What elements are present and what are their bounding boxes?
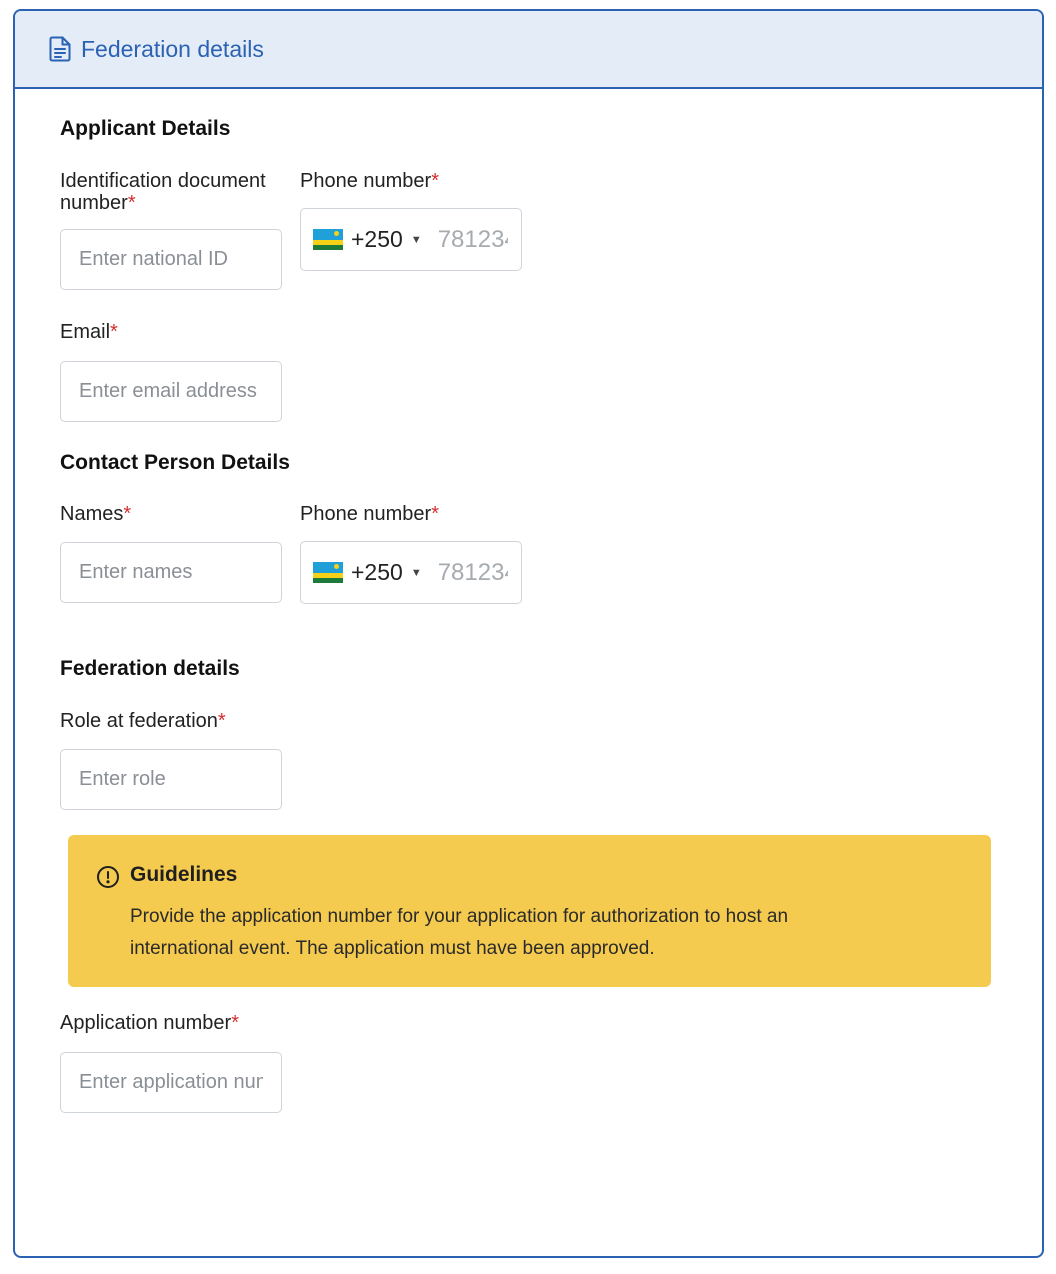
application-number-label-text: Application number (60, 1012, 232, 1034)
document-icon (49, 36, 71, 62)
id-number-label (60, 170, 285, 214)
country-code[interactable]: +250 (351, 226, 403, 252)
guidelines-alert (68, 835, 991, 987)
guidelines-title: Guidelines (130, 863, 238, 886)
national-id-input[interactable] (60, 229, 282, 290)
required-marker: * (123, 503, 132, 525)
federation-section-title: Federation details (60, 657, 240, 680)
card-title: Federation details (81, 35, 264, 62)
applicant-phone-input[interactable] (438, 226, 508, 254)
names-label-text: Names (60, 503, 124, 525)
required-marker: * (231, 1012, 240, 1034)
rwanda-flag-icon (313, 562, 343, 583)
names-label (60, 503, 131, 525)
required-marker: * (217, 710, 226, 732)
chevron-down-icon[interactable]: ▼ (410, 233, 422, 246)
contact-section-title: Contact Person Details (60, 451, 290, 474)
phone-label (300, 170, 439, 192)
contact-phone-input[interactable] (438, 559, 508, 587)
card-header (15, 11, 1042, 89)
application-number-label (60, 1012, 239, 1034)
guidelines-text: Provide the application number for your application for authorization to host an international event. The application must have been approved. (130, 906, 789, 959)
chevron-down-icon[interactable]: ▼ (410, 566, 422, 579)
rwanda-flag-icon (313, 229, 343, 250)
email-label-text: Email (60, 321, 111, 343)
contact-phone-label-text: Phone number (300, 503, 432, 525)
alert-circle-icon (96, 865, 120, 889)
names-input[interactable] (60, 542, 282, 603)
contact-phone-field (300, 541, 522, 604)
applicant-phone-field (300, 208, 522, 271)
applicant-section-title: Applicant Details (60, 117, 231, 140)
email-label (60, 321, 118, 343)
contact-phone-label (300, 503, 439, 525)
phone-label-text: Phone number (300, 170, 432, 192)
role-label (60, 710, 226, 732)
required-marker: * (127, 192, 136, 214)
role-input[interactable] (60, 749, 282, 810)
country-code[interactable]: +250 (351, 559, 403, 585)
required-marker: * (431, 503, 439, 525)
application-number-input[interactable] (60, 1052, 282, 1113)
role-label-text: Role at federation (60, 710, 218, 732)
email-input[interactable] (60, 361, 282, 422)
id-number-label-text: Identification document number (60, 170, 266, 214)
required-marker: * (110, 321, 118, 343)
required-marker: * (431, 170, 439, 192)
